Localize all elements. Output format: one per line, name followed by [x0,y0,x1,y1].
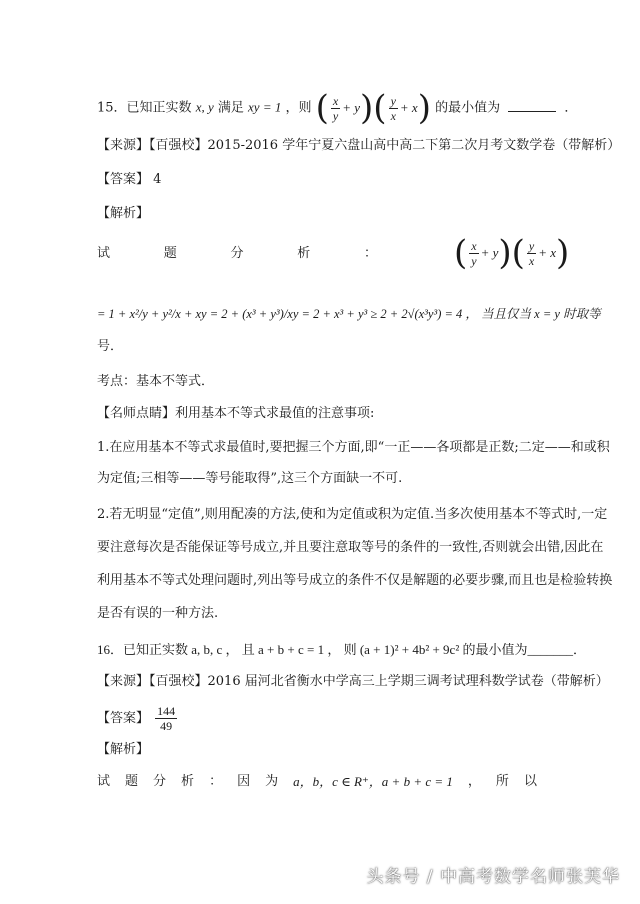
q16-answer-fraction [155,704,177,733]
spread-char: ： [363,246,377,261]
spread-char: 析 [297,246,311,261]
spread-char: ， [467,774,481,789]
spread-char: 分 [230,246,244,261]
spread-char: 析 [181,774,195,789]
q15-vars: x, y [195,99,214,115]
q16-answer-label: 【答案】 [97,711,150,726]
q15-derivation: = 1 + x²/y + y²/x + xy = 2 + (x³ + y³)/xy = 2 + x³ + y³ ≥ 2 + 2√(x³y³) = 4 ， 当且仅当 x = y 时取等 [97,307,601,321]
q15-answer: 【答案】 4 [97,172,162,187]
spread-char: 以 [523,774,537,789]
q15-source: 【来源】【百强校】2015-2016 学年宁夏六盘山高中高二下第二次月考文数学卷（带解析） [97,138,621,153]
watermark: 头条号 / 中高考数学名师张芙华 [366,867,620,887]
q15-analysis-spread [97,244,377,264]
q16-analysis-spread [97,772,537,792]
frac-num: x [471,238,477,253]
spread-char: 试 [97,774,111,789]
q16-analysis-row [97,772,537,792]
expr-plus: + y [480,245,499,260]
spread-char: 题 [163,246,177,261]
q15-tip-line: 1.在应用基本不等式求最值时,要把握三个方面,即“一正——各项都是正数;二定——和或积 [97,440,610,455]
q15-question [97,88,578,128]
q15-tip-line: 利用基本不等式处理问题时,列出等号成立的条件不仅是解题的必要步骤,而且也是检验转换 [97,573,613,588]
q15-derivation-end: 号． [97,339,124,354]
spread-char: 因 [237,774,251,789]
spread-char: ： [209,774,223,789]
frac-den: y [471,253,477,268]
q15-then: ，则 [285,100,312,116]
q15-tip-line: 要注意每次是否能保证等号成立,并且要注意取等号的条件的一致性,否则就会出错,因此在 [97,540,604,555]
frac-num: 144 [157,704,176,718]
q15-tip-line: 2.若无明显“定值”,则用配凑的方法,使和为定值或积为定值.当多次使用基本不等式时,一定 [97,507,608,522]
q16-question: 16．已知正实数 a, b, c ， 且 a + b + c = 1 ， 则 (a + 1)² + 4b² + 9c² 的最小值为_______． [97,642,586,657]
q15-tips-title: 【名师点睛】利用基本不等式求最值的注意事项: [97,406,375,421]
spread-char: 所 [495,774,509,789]
q15-expression: ( $\frac{x}{y}$ + y ) ( $\frac{y}{x}$ + x ) [315,88,431,128]
q15-suffix: 的最小值为 [435,100,501,116]
frac-den: x [390,108,396,123]
expr-plus: + y [342,100,361,115]
spread-char: 题 [125,774,139,789]
q15-prefix: 15．已知正实数 [97,100,192,116]
q15-kaodian: 考点：基本不等式． [97,374,215,389]
q15-analysis-label: 【解析】 [97,206,150,221]
q16-source: 【来源】【百强校】2016 届河北省衡水中学高三上学期三调考试理科数学试卷（带解析） [97,674,609,689]
answer-blank [508,99,556,112]
q15-analysis-expression: ( $\frac{x}{y}$ + y ) ( $\frac{y}{x}$ + x ) [454,233,570,273]
frac-num: y [390,93,396,108]
frac-den: y [332,108,339,123]
spread-math: a，b，c ∈ R⁺，a + b + c = 1 [293,774,453,789]
q15-end: ． [564,100,578,116]
frac-den: x [528,253,535,268]
frac-den: 49 [160,719,173,733]
q15-tip-line: 为定值;三相等——等号能取得”,这三个方面缺一不可. [97,471,403,486]
q15-cond-text: 满足 [217,100,244,116]
q16-answer [97,704,179,733]
spread-char: 试 [97,246,111,261]
spread-char: 为 [265,774,279,789]
q16-analysis-label: 【解析】 [97,742,150,757]
expr-plus: + x [399,100,418,115]
expr-plus: + x [538,245,557,260]
q15-tip-line: 是否有误的一种方法. [97,606,219,621]
spread-char: 分 [153,774,167,789]
frac-num: y [528,238,535,253]
q15-cond: xy = 1 [248,99,282,115]
q15-analysis-row [97,244,377,264]
frac-num: x [332,93,339,108]
